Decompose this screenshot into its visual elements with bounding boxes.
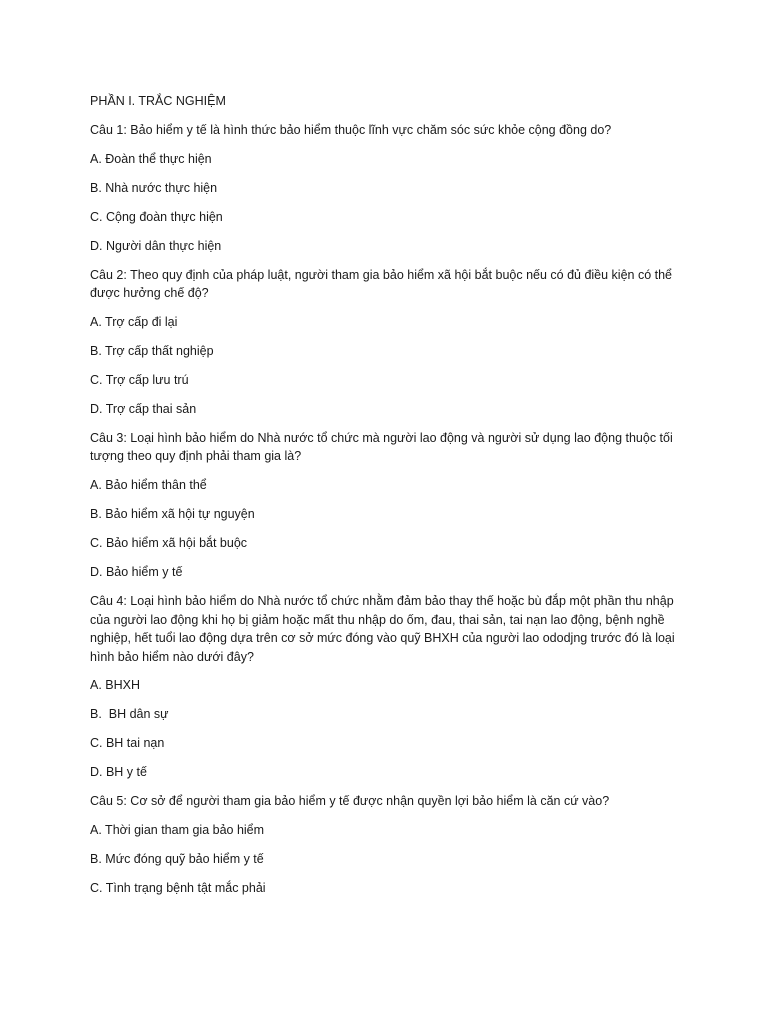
question-text: Câu 4: Loại hình bảo hiểm do Nhà nước tổ chức nhằm đảm bảo thay thế hoặc bù đắp một phần thu nhập của người lao động khi họ bị giảm hoặc mất thu nhập do ốm, đau, thai sản, tai nạn lao động, bệnh nghề nghiệp, hết tuổi lao động dựa trên cơ sở mức đóng vào quỹ BHXH của người lao ododjng trước đó là loại hình bảo hiểm nào dưới đây? bbox=[90, 593, 675, 664]
question-text: Câu 2: Theo quy định của pháp luật, người tham gia bảo hiểm xã hội bắt buộc nếu có đủ điều kiện có thể được hưởng chế độ? bbox=[90, 267, 673, 301]
answer-option: A. BHXH bbox=[90, 678, 141, 693]
answer-option: A. Bảo hiểm thân thể bbox=[90, 477, 207, 492]
answer-option: D. Trợ cấp thai sản bbox=[90, 401, 197, 416]
question-4 bbox=[90, 592, 678, 781]
answer-option: D. Người dân thực hiện bbox=[90, 238, 222, 253]
answer-option: B. Mức đóng quỹ bảo hiểm y tế bbox=[90, 851, 264, 866]
question-text: Câu 3: Loại hình bảo hiểm do Nhà nước tổ chức mà người lao động và người sử dụng lao động thuộc tối tượng theo quy định phải tham gia là? bbox=[90, 430, 673, 464]
answer-option: B. Trợ cấp thất nghiệp bbox=[90, 343, 214, 358]
answer-option: C. Tình trạng bệnh tật mắc phải bbox=[90, 880, 266, 895]
question-text: Câu 5: Cơ sở để người tham gia bảo hiểm y tế được nhận quyền lợi bảo hiểm là căn cứ vào? bbox=[90, 794, 610, 809]
answer-option: C. Cộng đoàn thực hiện bbox=[90, 209, 223, 224]
answer-option: C. Trợ cấp lưu trú bbox=[90, 372, 189, 387]
answer-option: C. BH tai nạn bbox=[90, 736, 165, 751]
answer-option: B. BH dân sự bbox=[90, 707, 169, 722]
section-title: PHẦN I. TRẮC NGHIỆM bbox=[90, 94, 226, 108]
question-text: Câu 1: Bảo hiểm y tế là hình thức bảo hiểm thuộc lĩnh vực chăm sóc sức khỏe cộng đồng do? bbox=[90, 123, 612, 137]
answer-option: A. Thời gian tham gia bảo hiểm bbox=[90, 822, 265, 837]
answer-option: C. Bảo hiểm xã hội bắt buộc bbox=[90, 535, 248, 550]
answer-option: A. Trợ cấp đi lại bbox=[90, 314, 178, 329]
answer-option: D. Bảo hiểm y tế bbox=[90, 564, 183, 579]
question-3 bbox=[90, 429, 678, 581]
question-5 bbox=[90, 792, 678, 897]
answer-option: B. Nhà nước thực hiện bbox=[90, 180, 218, 195]
question-2 bbox=[90, 266, 678, 418]
answer-option: A. Đoàn thể thực hiện bbox=[90, 151, 212, 166]
answer-option: B. Bảo hiểm xã hội tự nguyện bbox=[90, 506, 255, 521]
answer-option: D. BH y tế bbox=[90, 765, 147, 780]
question-1 bbox=[90, 121, 678, 255]
